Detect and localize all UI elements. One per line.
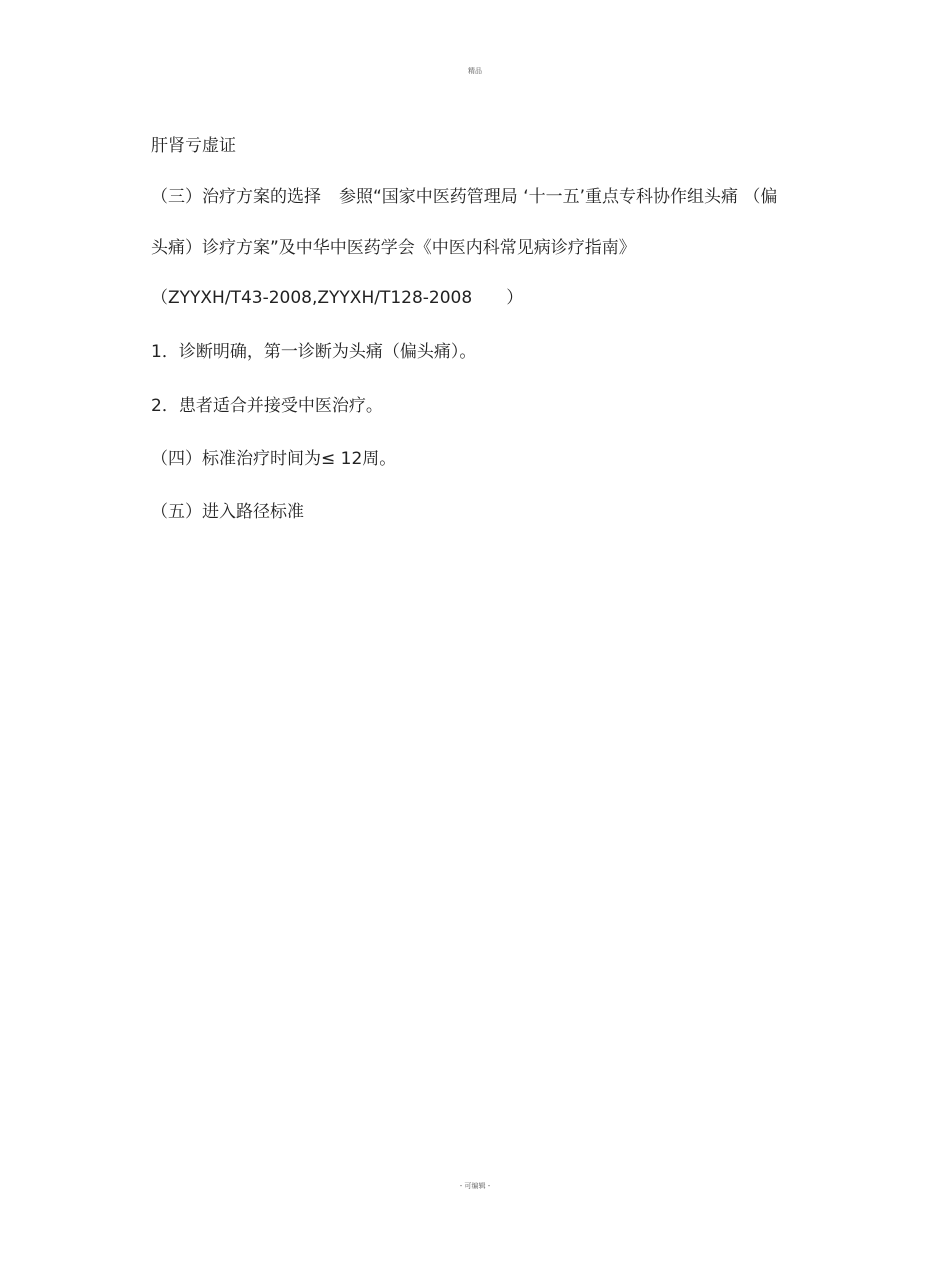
page-footer-mark: - 可编辑 - — [459, 1182, 491, 1190]
syndrome-heading: 肝肾亏虚证 — [151, 136, 236, 156]
reference-text: 参照“国家中医药管理局 ‘十一五’重点专科协作组头痛 （偏 — [339, 187, 778, 207]
page-header-mark: 精品 — [468, 67, 482, 75]
list-item-2: 2．患者适合并接受中医治疗。 — [151, 396, 383, 416]
section-3-title: （三）治疗方案的选择 — [151, 187, 321, 207]
standard-codes: （ZYYXH/T43-2008,ZYYXH/T128-2008 ） — [151, 288, 524, 308]
section-4-title: （四）标准治疗时间为≤ 12周。 — [151, 449, 397, 469]
section-5-title: （五）进入路径标准 — [151, 502, 304, 522]
list-item-1: 1．诊断明确，第一诊断为头痛（偏头痛）。 — [151, 342, 477, 362]
treatment-plan-line — [151, 185, 777, 209]
reference-continuation: 头痛）诊疗方案”及中华中医药学会《中医内科常见病诊疗指南》 — [151, 238, 636, 258]
